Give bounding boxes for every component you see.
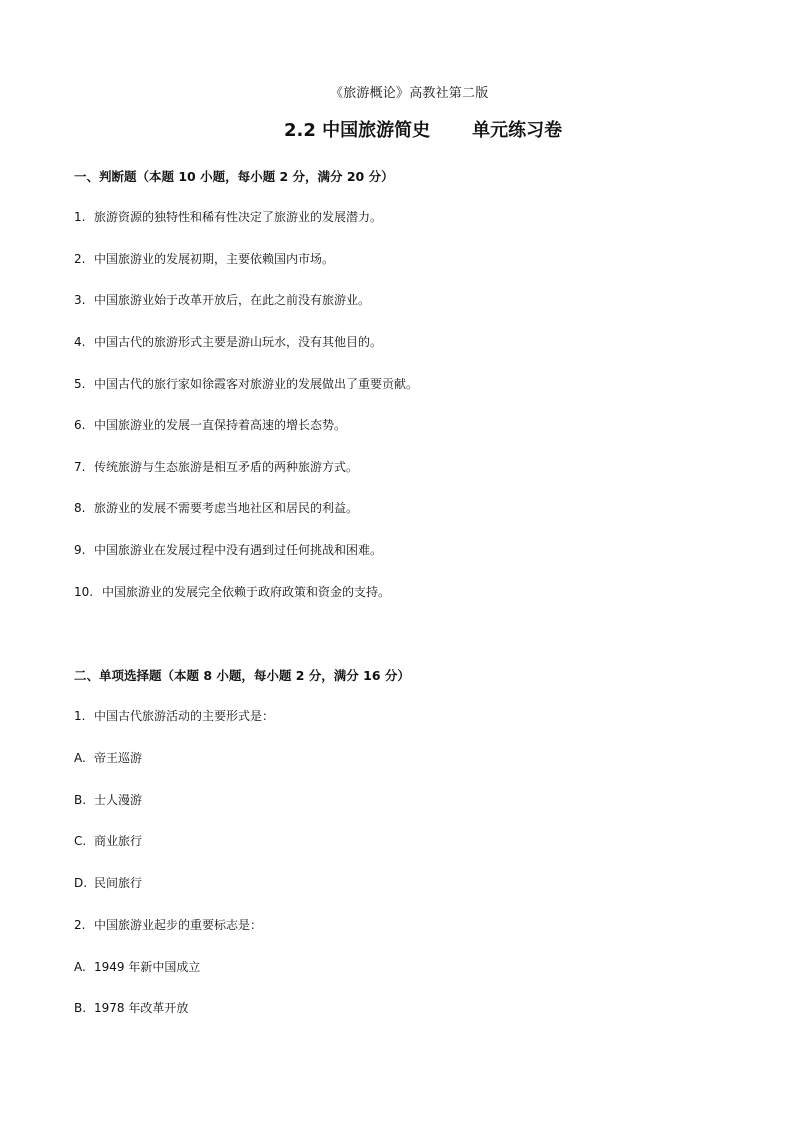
option-text: 1949 年新中国成立 xyxy=(94,960,201,974)
option-label: B. xyxy=(74,1001,87,1015)
question-text: 中国旅游业的发展一直保持着高速的增长态势。 xyxy=(94,418,347,432)
question-item xyxy=(74,208,382,225)
question-text: 中国旅游业的发展初期，主要依赖国内市场。 xyxy=(94,252,335,266)
question-item xyxy=(74,458,358,475)
question-item xyxy=(74,916,262,933)
title-main: 2.2 中国旅游简史 xyxy=(284,120,431,141)
question-number: 2. xyxy=(74,252,86,266)
question-item xyxy=(74,707,274,724)
option-label: D. xyxy=(74,876,88,890)
question-text: 旅游资源的独特性和稀有性决定了旅游业的发展潜力。 xyxy=(94,210,383,224)
question-text: 中国旅游业始于改革开放后，在此之前没有旅游业。 xyxy=(94,293,371,307)
question-item xyxy=(74,375,418,392)
question-item xyxy=(74,583,390,600)
question-number: 1. xyxy=(74,709,86,723)
question-text: 中国旅游业在发展过程中没有遇到过任何挑战和困难。 xyxy=(94,543,383,557)
question-number: 4. xyxy=(74,335,86,349)
answer-option xyxy=(74,832,142,849)
question-number: 9. xyxy=(74,543,86,557)
answer-option xyxy=(74,791,142,808)
question-item xyxy=(74,416,346,433)
option-label: A. xyxy=(74,751,86,765)
question-item xyxy=(74,291,370,308)
question-number: 1. xyxy=(74,210,86,224)
question-number: 3. xyxy=(74,293,86,307)
option-text: 民间旅行 xyxy=(94,876,143,890)
question-text: 旅游业的发展不需要考虑当地社区和居民的利益。 xyxy=(94,501,359,515)
answer-option xyxy=(74,999,188,1016)
question-text: 中国古代旅游活动的主要形式是： xyxy=(94,709,275,723)
question-text: 传统旅游与生态旅游是相互矛盾的两种旅游方式。 xyxy=(94,460,359,474)
option-text: 士人漫游 xyxy=(94,793,143,807)
option-label: C. xyxy=(74,834,87,848)
answer-option xyxy=(74,749,142,766)
question-number: 8. xyxy=(74,501,86,515)
question-number: 10. xyxy=(74,585,94,599)
question-item xyxy=(74,499,358,516)
section-heading-single-choice: 二、单项选择题（本题 8 小题，每小题 2 分，满分 16 分） xyxy=(74,668,410,683)
document-title xyxy=(284,116,562,142)
option-text: 1978 年改革开放 xyxy=(94,1001,189,1015)
option-text: 商业旅行 xyxy=(94,834,143,848)
question-item xyxy=(74,333,382,350)
question-number: 7. xyxy=(74,460,86,474)
question-text: 中国旅游业的发展完全依赖于政府政策和资金的支持。 xyxy=(102,585,391,599)
option-label: A. xyxy=(74,960,86,974)
question-text: 中国古代的旅行家如徐霞客对旅游业的发展做出了重要贡献。 xyxy=(94,377,419,391)
answer-option xyxy=(74,874,142,891)
answer-option xyxy=(74,958,200,975)
section-heading-true-false: 一、判断题（本题 10 小题，每小题 2 分，满分 20 分） xyxy=(74,169,394,184)
question-text: 中国旅游业起步的重要标志是： xyxy=(94,918,263,932)
title-suffix: 单元练习卷 xyxy=(472,120,563,141)
question-item xyxy=(74,250,334,267)
option-label: B. xyxy=(74,793,87,807)
document-subtitle: 《旅游概论》高教社第二版 xyxy=(330,86,489,101)
question-item xyxy=(74,541,382,558)
question-number: 2. xyxy=(74,918,86,932)
option-text: 帝王巡游 xyxy=(94,751,143,765)
question-text: 中国古代的旅游形式主要是游山玩水，没有其他目的。 xyxy=(94,335,383,349)
question-number: 6. xyxy=(74,418,86,432)
question-number: 5. xyxy=(74,377,86,391)
